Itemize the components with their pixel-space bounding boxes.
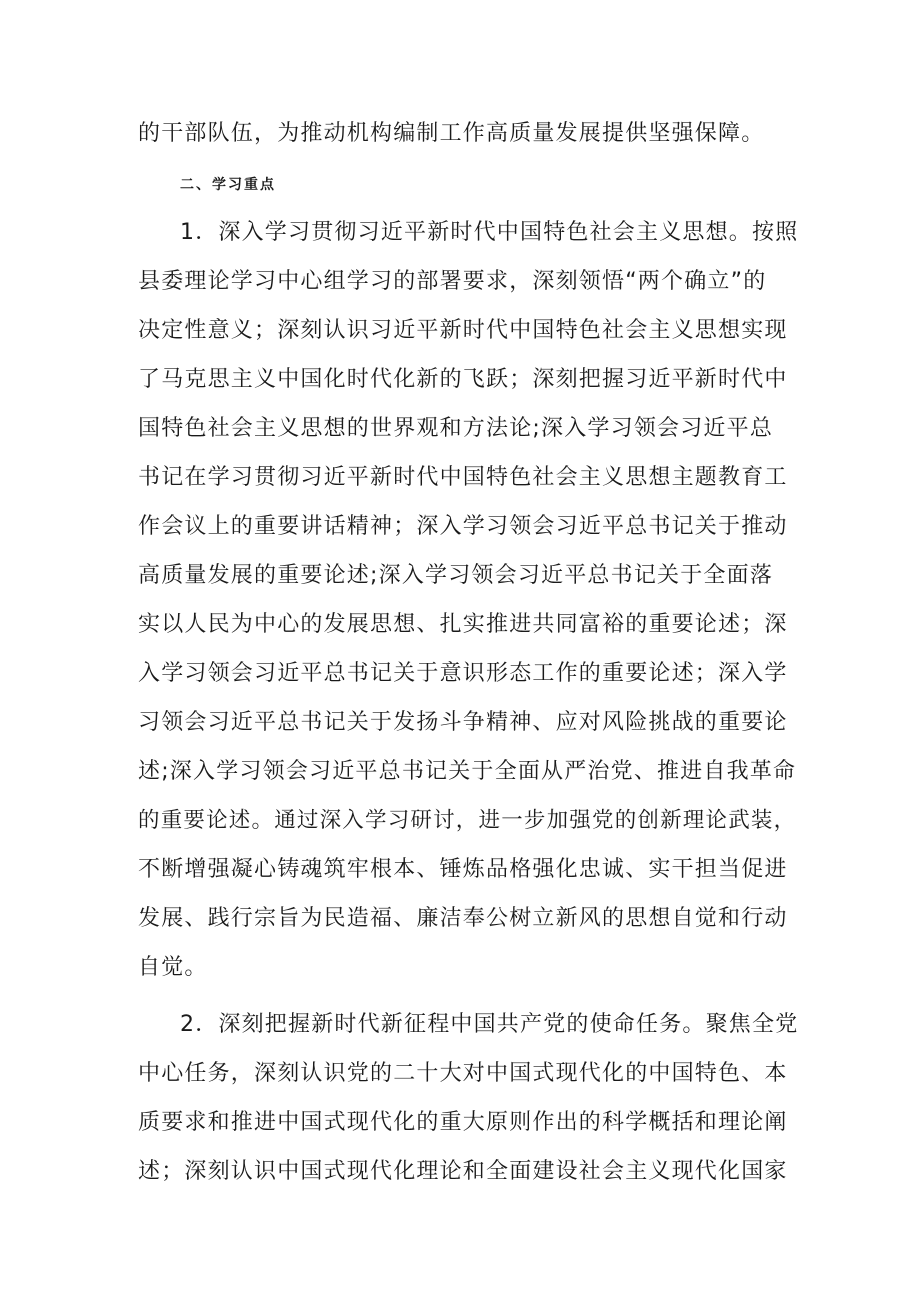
paragraph-line: 习领会习近平总书记关于发扬斗争精神、应对风险挑战的重要论 [138, 710, 788, 735]
paragraph-line: 不断增强凝心铸魂筑牢根本、锤炼品格强化忠诚、实干担当促进 [138, 857, 788, 882]
paragraph-line: 实以人民为中心的发展思想、扎实推进共同富裕的重要论述；深 [138, 612, 788, 637]
paragraph-line: 2．深刻把握新时代新征程中国共产党的使命任务。聚焦全党 [180, 1012, 799, 1037]
paragraph-line: 的重要论述。通过深入学习研讨，进一步加强党的创新理论武装， [138, 808, 797, 833]
paragraph-line: 述；深刻认识中国式现代化理论和全面建设社会主义现代化国家 [138, 1159, 788, 1184]
paragraph-line: 的干部队伍，为推动机构编制工作高质量发展提供坚强保障。 [138, 121, 765, 146]
paragraph-line: 1．深入学习贯彻习近平新时代中国特色社会主义思想。按照 [180, 220, 799, 245]
paragraph-line: 了马克思主义中国化时代化新的飞跃；深刻把握习近平新时代中 [138, 367, 788, 392]
paragraph-line: 述;深入学习领会习近平总书记关于全面从严治党、推进自我革命 [138, 759, 797, 784]
paragraph-line: 县委理论学习中心组学习的部署要求，深刻领悟“两个确立”的 [138, 269, 767, 294]
paragraph-line: 决定性意义；深刻认识习近平新时代中国特色社会主义思想实现 [138, 318, 788, 343]
paragraph-line: 高质量发展的重要论述;深入学习领会习近平总书记关于全面落 [138, 563, 774, 588]
paragraph-line: 国特色社会主义思想的世界观和方法论;深入学习领会习近平总 [138, 416, 774, 441]
paragraph-line: 自觉。 [138, 955, 208, 980]
section-heading: 二、学习重点 [180, 177, 276, 193]
paragraph-line: 书记在学习贯彻习近平新时代中国特色社会主义思想主题教育工 [138, 465, 788, 490]
paragraph-line: 入学习领会习近平总书记关于意识形态工作的重要论述；深入学 [138, 661, 788, 686]
paragraph-line: 中心任务，深刻认识党的二十大对中国式现代化的中国特色、本 [138, 1061, 788, 1086]
paragraph-line: 质要求和推进中国式现代化的重大原则作出的科学概括和理论阐 [138, 1110, 788, 1135]
paragraph-line: 作会议上的重要讲话精神；深入学习领会习近平总书记关于推动 [138, 514, 788, 539]
paragraph-line: 发展、践行宗旨为民造福、廉洁奉公树立新风的思想自觉和行动 [138, 906, 788, 931]
